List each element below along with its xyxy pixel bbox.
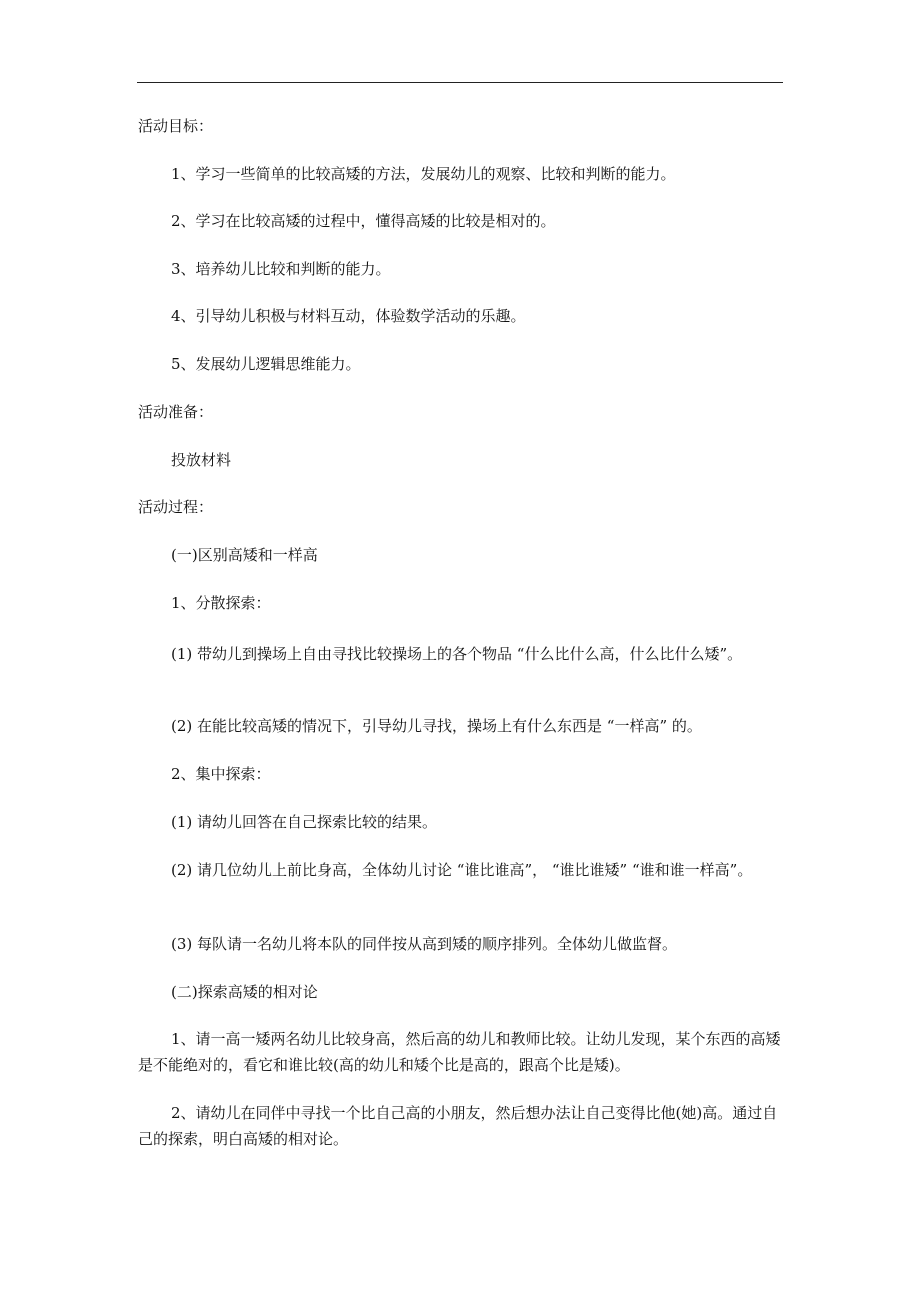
goal-item-1: 1、学习一些简单的比较高矮的方法，发展幼儿的观察、比较和判断的能力。: [171, 165, 676, 183]
goal-item-4: 4、引导幼儿积极与材料互动，体验数学活动的乐趣。: [171, 307, 526, 325]
part2-title: (二)探索高矮的相对论: [171, 983, 318, 1001]
goal-item-2: 2、学习在比较高矮的过程中，懂得高矮的比较是相对的。: [171, 212, 556, 230]
part1-step2-b: (2) 请几位幼儿上前比身高，全体幼儿讨论 “谁比谁高”， “谁比谁矮” “谁和谁一样高”。: [171, 861, 753, 879]
part1-step1-b: (2) 在能比较高矮的情况下，引导幼儿寻找，操场上有什么东西是 “一样高” 的。: [171, 717, 702, 735]
part1-step2-c: (3) 每队请一名幼儿将本队的同伴按从高到矮的顺序排列。全体幼儿做监督。: [171, 935, 678, 953]
prep-text: 投放材料: [171, 451, 232, 469]
part1-step1: 1、分散探索：: [171, 594, 271, 612]
part1-step1-a: (1) 带幼儿到操场上自由寻找比较操场上的各个物品 “什么比什么高，什么比什么矮”。: [171, 645, 743, 663]
heading-process: 活动过程：: [138, 498, 214, 516]
goal-item-5: 5、发展幼儿逻辑思维能力。: [171, 355, 361, 373]
part1-step2: 2、集中探索：: [171, 765, 271, 783]
heading-goals: 活动目标：: [138, 117, 214, 135]
heading-prep: 活动准备：: [138, 403, 214, 421]
part2-step1: 1、请一高一矮两名幼儿比较身高，然后高的幼儿和教师比较。让幼儿发现，某个东西的高矮是不能绝对的，看它和谁比较(高的幼儿和矮个比是高的，跟高个比是矮)。: [138, 1030, 781, 1074]
part1-step2-a: (1) 请幼儿回答在自己探索比较的结果。: [171, 813, 438, 831]
goal-item-3: 3、培养幼儿比较和判断的能力。: [171, 260, 391, 278]
part2-step2: 2、请幼儿在同伴中寻找一个比自己高的小朋友，然后想办法让自己变得比他(她)高。通过自己的探索，明白高矮的相对论。: [138, 1104, 778, 1148]
header-rule: [137, 82, 783, 83]
part1-title: (一)区别高矮和一样高: [171, 546, 318, 564]
